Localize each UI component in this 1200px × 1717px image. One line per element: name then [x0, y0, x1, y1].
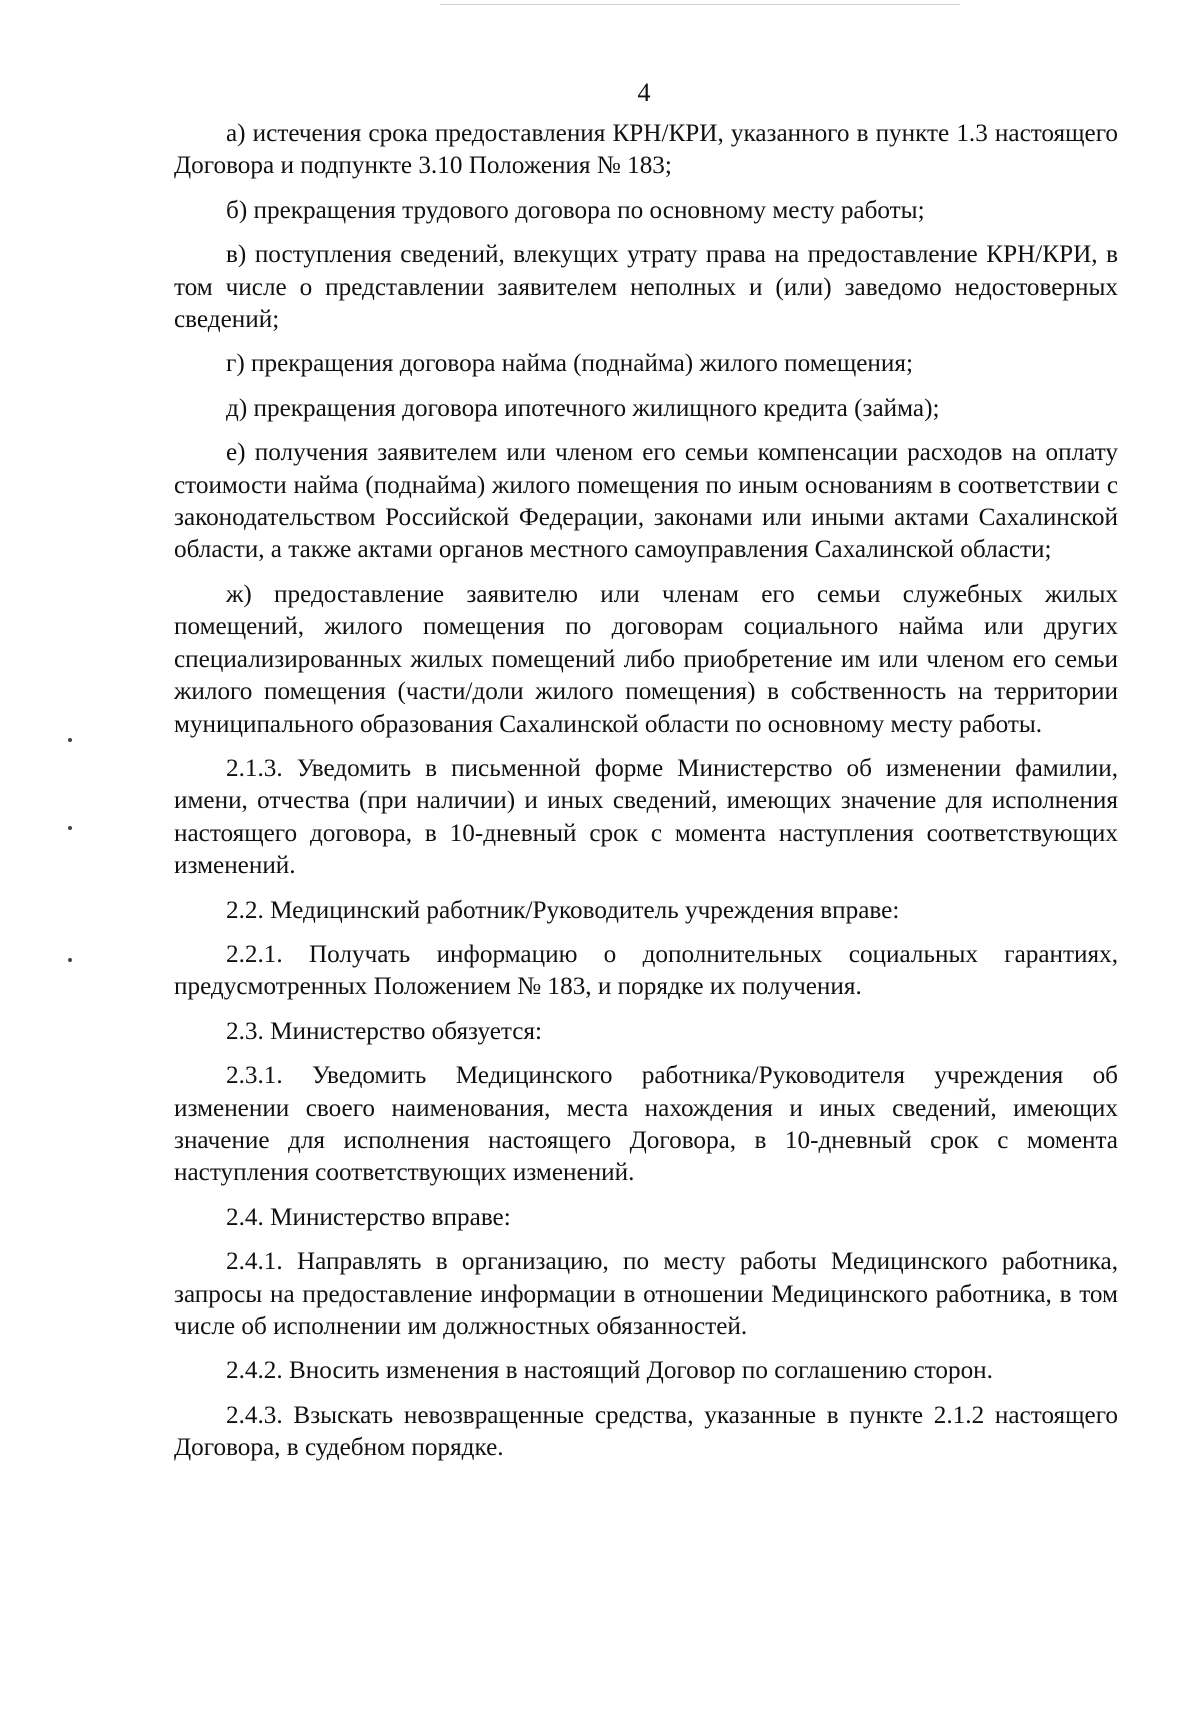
- paragraph-item-b: б) прекращения трудового договора по основному месту работы;: [226, 196, 925, 224]
- document-body: [174, 118, 1118, 1477]
- paragraph-item-v: в) поступления сведений, влекущих утрату права на предоставление КРН/КРИ, в том числе о представлении заявителем неполных и (или) заведомо недостоверных сведений;: [174, 241, 1118, 334]
- paragraph-2-1-3: 2.1.3. Уведомить в письменной форме Министерство об изменении фамилии, имени, отчества (при наличии) и иных сведений, имеющих значение для исполнения настоящего договора, в 10-дневный срок с момента наступления соответствующих изменений.: [174, 754, 1118, 880]
- paragraph-2-3-1: 2.3.1. Уведомить Медицинского работника/Руководителя учреждения об изменении своего наименования, места нахождения и иных сведений, имеющих значение для исполнения настоящего Договора, в 10-дневный срок с момента наступления соответствующих изменений.: [174, 1062, 1118, 1187]
- paragraph-item-d: д) прекращения договора ипотечного жилищного кредита (займа);: [226, 394, 940, 422]
- page-number: 4: [637, 78, 651, 107]
- paragraph-2-4: 2.4. Министерство вправе:: [226, 1203, 511, 1231]
- scan-artifact-dot: [68, 958, 72, 962]
- paragraph-item-a: а) истечения срока предоставления КРН/КРИ, указанного в пункте 1.3 настоящего Договора и подпункте 3.10 Положения № 183;: [174, 120, 1118, 180]
- paragraph-2-2: 2.2. Медицинский работник/Руководитель учреждения вправе:: [226, 896, 900, 924]
- paragraph-2-4-3: 2.4.3. Взыскать невозвращенные средства, указанные в пункте 2.1.2 настоящего Договора, в судебном порядке.: [174, 1401, 1118, 1462]
- scan-artifact-dot: [68, 738, 72, 742]
- scan-artifact-dot: [68, 826, 72, 830]
- paragraph-item-e: е) получения заявителем или членом его семьи компенсации расходов на оплату стоимости найма (поднайма) жилого помещения по иным основаниям в соответствии с законодательством Российской Федерации, законами или иными актами Сахалинской области, а также актами органов местного самоуправления Сахалинской области;: [174, 439, 1118, 564]
- paragraph-item-g: г) прекращения договора найма (поднайма) жилого помещения;: [226, 350, 913, 378]
- paragraph-item-zh: ж) предоставление заявителю или членам его семьи служебных жилых помещений, жилого помещения по договорам социального найма или других специализированных жилых помещений либо приобретение им или членом его семьи жилого помещения (части/доли жилого помещения) в собственность на территории муниципального образования Сахалинской области по основному месту работы.: [174, 580, 1118, 738]
- paragraph-2-2-1: 2.2.1. Получать информацию о дополнительных социальных гарантиях, предусмотренных Положением № 183, и порядке их получения.: [174, 940, 1118, 1001]
- paragraph-2-4-1: 2.4.1. Направлять в организацию, по месту работы Медицинского работника, запросы на предоставление информации в отношении Медицинского работника, в том числе об исполнении им должностных обязанностей.: [174, 1248, 1118, 1340]
- paragraph-2-4-2: 2.4.2. Вносить изменения в настоящий Договор по соглашению сторон.: [226, 1357, 993, 1385]
- scan-artifact-line: [440, 4, 960, 5]
- paragraph-2-3: 2.3. Министерство обязуется:: [226, 1017, 542, 1045]
